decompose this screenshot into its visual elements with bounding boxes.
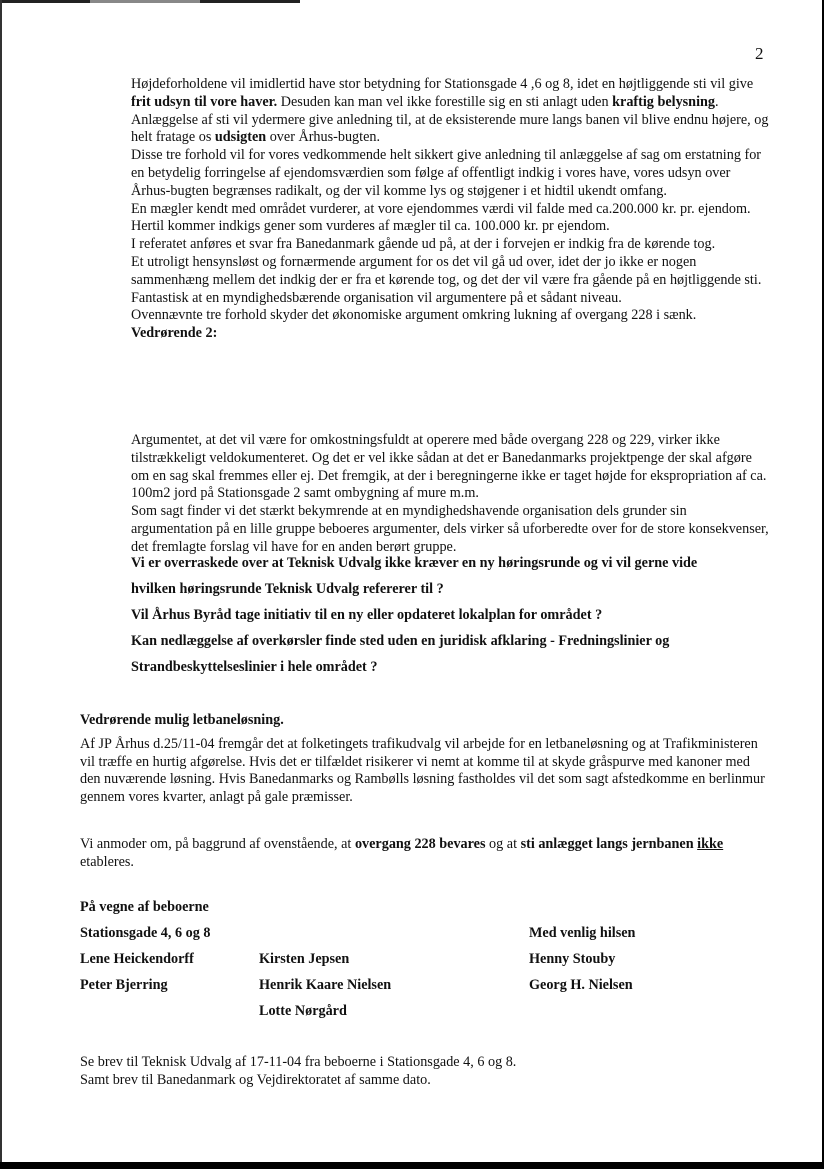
footer-note <box>80 1054 770 1090</box>
footer-line: Se brev til Teknisk Udvalg af 17-11-04 fra beboerne i Stationsgade 4, 6 og 8. <box>80 1054 517 1070</box>
question-line: Vi er overraskede over at Teknisk Udvalg ikke kræver en ny høringsrunde og vi vil gerne vide <box>131 555 698 571</box>
paragraph: Anlæggelse af sti vil ydermere give anledning til, at de eksisterende mure langs banen vil blive endnu højere, og helt fratage os udsigten over Århus-bugten. <box>131 111 769 146</box>
section-heading: Vedrørende mulig letbaneløsning. <box>80 712 284 728</box>
paragraph: Som sagt finder vi det stærkt bekymrende at en myndighedshavende organisation dels grunder sin argumentation på en lille gruppe beboeres argumenter, dels virker så uforberedte over for de store konsekvenser, det fremlagte forslag vil have for en anden berørt gruppe. <box>131 503 769 555</box>
paragraph: Disse tre forhold vil for vores vedkommende helt sikkert give anledning til anlæggelse af sag om erstatning for en betydelig forringelse af ejendomsværdien som følge af offentligt indkig i vores have, vores udsyn over Århus-bugten begrænses radikalt, og der vil komme lys og støjgener i et hidtil ukendt omfang. <box>131 147 762 199</box>
paragraph: Højdeforholdene vil imidlertid have stor betydning for Stationsgade 4 ,6 og 8, idet en højtliggende sti vil give frit udsyn til vore haver. Desuden kan man vel ikke forestille sig en sti anlagt uden kraftig belysning. <box>131 76 754 110</box>
paragraph: Hertil kommer indkigs gener som vurderes af mægler til ca. 100.000 kr. pr ejendom. <box>131 218 610 235</box>
section-heading: Vedrørende 2: <box>131 325 218 342</box>
paragraph: Ovennævnte tre forhold skyder det økonomiske argument omkring lukning af overgang 228 i sænk. <box>131 307 697 324</box>
signatory: Georg H. Nielsen <box>529 977 633 993</box>
signatory: Kirsten Jepsen <box>259 951 350 967</box>
signatory: Lotte Nørgård <box>259 1003 347 1019</box>
address-label: Stationsgade 4, 6 og 8 <box>80 925 211 941</box>
section-1 <box>131 76 771 343</box>
question-line: Kan nedlæggelse af overkørsler finde sted uden en juridisk afklaring - Fredningslinier og <box>131 633 670 649</box>
signatory: Henny Stouby <box>529 951 616 967</box>
scan-edge-top-gray <box>90 0 200 3</box>
paragraph: Argumentet, at det vil være for omkostningsfuldt at operere med både overgang 228 og 229, virker ikke tilstrækkeligt veldokumenteret. Og det er vel ikke sådan at det er Banedanmarks projektpenge der skal afgøre om en sag skal fremmes eller ej. Det fremgik, at der i beregningerne ikke er taget højde for ekspropriation af ca. 100m2 jord på Stationsgade 2 samt ombygning af mure m.m. <box>131 432 767 502</box>
signatory: Henrik Kaare Nielsen <box>259 977 392 993</box>
signatory: Peter Bjerring <box>80 977 168 993</box>
paragraph: En mægler kendt med området vurderer, at vore ejendommes værdi vil falde med ca.200.000 kr. pr. ejendom. <box>131 200 751 217</box>
page-number: 2 <box>755 44 764 63</box>
paragraph: Af JP Århus d.25/11-04 fremgår det at folketingets trafikudvalg vil arbejde for en letbaneløsning og at Trafikministeren vil træffe en hurtig afgørelse. Hvis det er tilfældet risikerer vi nemt at komme til at skyde gråspurve med kanoner med den nuværende løsning. Hvis Banedanmarks og Rambølls løsning fastholdes vil det som sagt afstedkomme en berlinmur gennem vores kvarter, anlagt på gale præmisser. <box>80 735 765 806</box>
request-paragraph: Vi anmoder om, på baggrund af ovenstående, at overgang 228 bevares og at sti anlægget langs jernbanen ikke etableres. <box>80 836 724 870</box>
greeting: Med venlig hilsen <box>529 925 636 941</box>
signatory: Lene Heickendorff <box>80 951 194 967</box>
letbane-section <box>80 712 770 807</box>
paragraph: I referatet anføres et svar fra Banedanmark gående ud på, at der i forvejen er indkig fra de kørende tog. <box>131 236 716 253</box>
question-line: hvilken høringsrunde Teknisk Udvalg refererer til ? <box>131 581 444 597</box>
on-behalf-label: På vegne af beboerne <box>80 899 209 915</box>
question-line: Strandbeskyttelseslinier i hele området ? <box>131 659 378 675</box>
scan-edge-bottom <box>0 1162 824 1169</box>
paragraph: Et utroligt hensynsløst og fornærmende argument for os det vil gå ud over, idet der jo ikke er nogen sammenhæng mellem det indkig der er fra et kørende tog, og det der vil være fra gående på en højtliggende sti. Fantastisk at en myndighedsbærende organisation vil argumentere på et sådant niveau. <box>131 253 762 306</box>
scan-edge-left <box>0 0 2 1169</box>
question-line: Vil Århus Byråd tage initiativ til en ny eller opdateret lokalplan for området ? <box>131 607 603 623</box>
footer-line: Samt brev til Banedanmark og Vejdirektoratet af samme dato. <box>80 1071 431 1088</box>
section-2 <box>131 432 771 557</box>
